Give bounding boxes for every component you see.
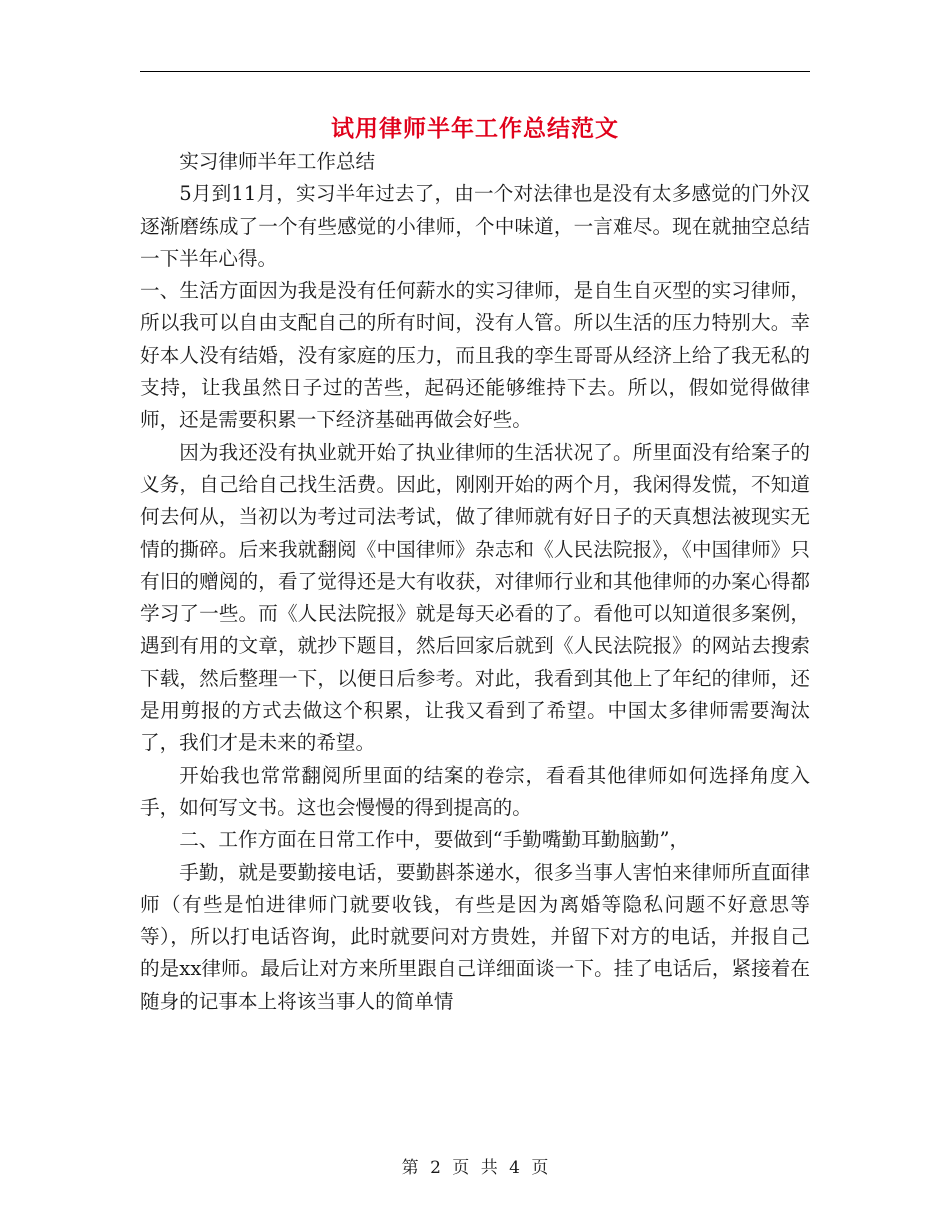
paragraph-subtitle: 实习律师半年工作总结 bbox=[179, 150, 376, 173]
page-footer: 第 2 页 共 4 页 bbox=[401, 1158, 549, 1178]
paragraph-work-aspect: 二、工作方面在日常工作中，要做到“手勤嘴勤耳勤脑勤”， bbox=[179, 828, 690, 852]
paragraph-practice-status: 因为我还没有执业就开始了执业律师的生活状况了。所里面没有给案子的义务，自己给自己找生活费。因此，刚刚开始的两个月，我闲得发慌，不知道何去何从，当初以为考过司法考试，做了律师就有好日子的天真想法被现实无情的撕碎。后来我就翻阅《中国律师》杂志和《人民法院报》，《中国律师》只有旧的赠阅的，看了觉得还是大有收获，对律师行业和其他律师的办案心得都学习了一些。而《人民法院报》就是每天必看的了。看他可以知道很多案例，遇到有用的文章，就抄下题目，然后回家后就到《人民法院报》的网站去搜索下载，然后整理一下，以便日后参考。对此，我看到其他上了年纪的律师，还是用剪报的方式去做这个积累，让我又看到了希望。中国太多律师需要淘汰了，我们才是未来的希望。 bbox=[140, 440, 810, 755]
document-title: 试用律师半年工作总结范文 bbox=[331, 115, 619, 142]
paragraph-life-aspect: 一、生活方面因为我是没有任何薪水的实习律师，是自生自灭型的实习律师，所以我可以自由支配自己的所有时间，没有人管。所以生活的压力特别大。幸好本人没有结婚，没有家庭的压力，而且我的孪生哥哥从经济上给了我无私的支持，让我虽然日子过的苦些，起码还能够维持下去。所以，假如觉得做律师，还是需要积累一下经济基础再做会好些。 bbox=[140, 279, 810, 432]
paragraph-hand-diligence: 手勤，就是要勤接电话，要勤斟茶递水，很多当事人害怕来律师所直面律师（有些是怕进律师门就要收钱，有些是因为离婚等隐私问题不好意思等等），所以打电话咨询，此时就要问对方贵姓，并留下对方的电话，并报自己的是xx律师。最后让对方来所里跟自己详细面谈一下。挂了电话后，紧接着在随身的记事本上将该当事人的简单情 bbox=[140, 860, 810, 1013]
paragraph-intro: 5月到11月，实习半年过去了，由一个对法律也是没有太多感觉的门外汉逐渐磨练成了一个有些感觉的小律师，个中味道，一言难尽。现在就抽空总结一下半年心得。 bbox=[140, 182, 810, 270]
document-body bbox=[140, 146, 810, 1018]
header-rule bbox=[140, 71, 810, 72]
paragraph-case-files: 开始我也常常翻阅所里面的结案的卷宗，看看其他律师如何选择角度入手，如何写文书。这也会慢慢的得到提高的。 bbox=[140, 763, 810, 819]
